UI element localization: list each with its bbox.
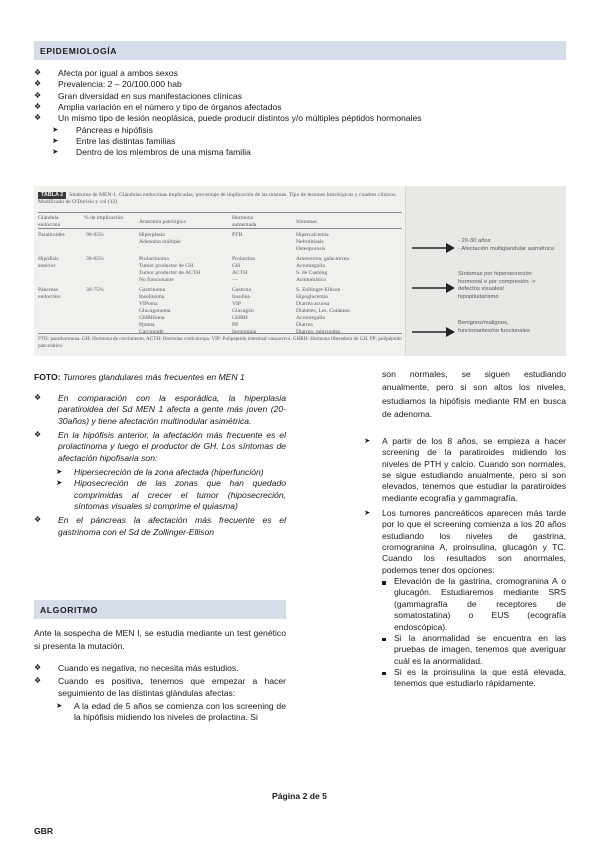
diamond-bullet-icon: ❖: [34, 515, 42, 525]
section-title: ALGORITMO: [40, 604, 98, 615]
table-rule: [38, 212, 402, 213]
square-list-item: Si la anormalidad se encuentra en las pruebas de imagen, tenemos que averiguar cuál es la anormalidad.: [342, 633, 566, 667]
list-item: ❖ Cuando es positiva, tenemos que empezar a hacer seguimiento de las distintas glándulas afectas:: [34, 676, 286, 698]
arrow-bullet-icon: ➤: [56, 467, 63, 477]
arrow-bullet-icon: ➤: [364, 436, 371, 445]
arrow-bullet-icon: ➤: [56, 478, 63, 488]
arrow-right-icon: [410, 242, 456, 254]
sub-list-item: ➤ A partir de los 8 años, se empieza a hacer screening de la paratiroides midiendo los niveles de PTH y calcio. Cuando son normales, se sigue estudiando anualmente, pero si son elevados, tenemos que estudiar la paratiroides mediante ecografía y gammagrafía.: [364, 436, 566, 503]
table-cell: Gastrina Insulina VIP Glucagón GHRH PP Serotonina: [232, 287, 257, 335]
sub-list-item: ➤ Hiposecreción de las zonas que han quedado comprimidas al crecer el tumor (hiposecreción, síntomas visuales si comprime el quiasma): [56, 478, 286, 512]
section-title: EPIDEMIOLOGÍA: [40, 45, 118, 56]
list-item: ❖ Prevalencia: 2 – 20/100.000 hab: [34, 79, 182, 90]
section-header-epidemiologia: [34, 41, 566, 60]
sub-list-item: ➤ A la edad de 5 años se comienza con los screening de la hipófisis midiendo los niveles de prolactina. Si: [56, 701, 286, 723]
table-photo: [34, 186, 566, 356]
list-item: ❖ Afecta por igual a ambos sexos: [34, 68, 178, 78]
diamond-bullet-icon: ❖: [34, 102, 42, 112]
square-bullet-icon: [382, 581, 386, 585]
table-cell: PTH: [232, 232, 243, 238]
epidemiologia-list: [34, 68, 566, 159]
diamond-bullet-icon: ❖: [34, 68, 42, 77]
page-number: Página 2 de 5: [272, 791, 327, 801]
table-cell: Paratiroides: [38, 232, 65, 238]
section-header-algoritmo: [34, 600, 286, 619]
list-item: ❖ Un mismo tipo de lesión neoplásica, puede producir distintos y/o múltiples péptidos hormonales: [34, 113, 422, 124]
algoritmo-intro: Ante la sospecha de MEN I, se estudia mediante un test genético si presenta la mutación.: [34, 628, 286, 652]
list-item: ❖ En la hipófisis anterior, la afectación más frecuente es el prolactinoma y luego el productor de GH. Los síntomas de afectación hipofisaria son:: [34, 430, 286, 463]
arrow-right-icon: [410, 282, 456, 294]
table-cell: 30-75%: [86, 287, 104, 293]
table-cell: Amenorrea, galactorrea Acromegalia S. de Cushing Asintomático: [296, 256, 349, 283]
caption-label: FOTO:: [34, 372, 61, 382]
table-footnote: PTH: parathormona. GH: Hormona de crecimiento. ACTH: Hormona corticotropa. VIP: Polipéptido intestinal vasoactivo. GHRH: Hormona liberadora de GH. PP: polipéptido pancreático.: [38, 336, 402, 349]
list-item: ❖ Amplia variación en el número y tipo de órganos afectados: [34, 102, 282, 113]
list-item: ❖ En el páncreas la afectación más frecuente es el gastrinoma con el Sd de Zollinger-Ellison: [34, 515, 286, 537]
left-italic-list: [34, 393, 286, 538]
table-cell: Páncreas endocrino: [38, 287, 61, 300]
sub-list-item: ➤ Los tumores pancreáticos aparecen más tarde por lo que el screening comienza a los 20 años estudiando los niveles de gastrina, cromogranina A, proinsulina, glucagón y TC. Cuando los resultados son anormales, podemos tener dos opciones:: [364, 508, 566, 575]
table-cell: 30-65%: [86, 256, 104, 262]
list-item: ❖ Gran diversidad en sus manifestaciones clínicas: [34, 90, 242, 101]
table-header: Glándula endocrina: [38, 215, 61, 228]
table-rule: [38, 228, 402, 229]
arrow-bullet-icon: ➤: [52, 124, 59, 134]
table-rule: [38, 333, 402, 334]
diamond-bullet-icon: ❖: [34, 430, 42, 440]
figure-caption: [34, 372, 245, 382]
list-item: ❖ Cuando es negativa, no necesita más estudios.: [34, 663, 239, 673]
sub-list-item: ➤ Dentro de los miembros de una misma familia: [52, 147, 251, 158]
arrow-bullet-icon: ➤: [52, 147, 59, 157]
sub-list-item: ➤ Hipersecreción de la zona afectada (hiperfunción): [56, 467, 264, 478]
table-cell: Gastrinoma Insulinoma VIPoma Glucagonoma GHRHoma Ppoma Carcinoide: [139, 287, 171, 335]
table-badge: TABLA 2: [38, 192, 66, 199]
table-cell: Hiperplasia Adenoma múltiple: [139, 232, 181, 245]
sub-list-item: ➤ Entre las distintas familias: [52, 136, 176, 147]
note-text: - 20-30 años - Afectación multiglandular asimétrica: [458, 238, 555, 252]
table-header: Hormona aumentada: [232, 215, 257, 228]
table-cell: Prolactinoma Tumor productor de GH Tumor productor de ACTH No funcionante: [139, 256, 201, 283]
table-header: % de implicación: [84, 215, 124, 221]
table-header: Anatomía patológica: [139, 219, 186, 225]
table-header: Síntomas: [296, 219, 317, 225]
men1-table: [34, 186, 406, 356]
diamond-bullet-icon: ❖: [34, 90, 42, 100]
diamond-bullet-icon: ❖: [34, 113, 42, 123]
arrow-bullet-icon: ➤: [364, 508, 371, 518]
caption-text: Tumores glandulares más frecuentes en MEN 1: [62, 372, 245, 382]
arrow-bullet-icon: ➤: [52, 136, 59, 146]
screening-continuation: son normales, se siguen estudiando anualmente, pero si son altos los niveles, estudiamos la hipófisis mediante RM en busca de adenoma.: [382, 369, 566, 420]
table-cell: Hipófisis anterior: [38, 256, 59, 269]
diamond-bullet-icon: ❖: [34, 79, 42, 89]
diamond-bullet-icon: ❖: [34, 393, 42, 402]
arrow-bullet-icon: ➤: [56, 701, 63, 711]
table-cell: Prolactina GH ACTH —: [232, 256, 255, 283]
note-text: Síntomas por hipersecreción hormonal o por compresión -> defectos visuales/ hipopituitarismo: [458, 271, 536, 300]
square-list-item: Elevación de la gastrina, cromogranina A o glucagón. Estudiaremos mediante SRS (gammagrafía de receptores de somatostatina) o EUS (ecografía endoscópica).: [342, 576, 566, 633]
list-item: ❖ En comparación con la esporádica, la hiperplasia paratiroidea del Sd MEN 1 afecta a gente más joven (20-30años) y tiene afectación multinodular asimétrica.: [34, 393, 286, 426]
diamond-bullet-icon: ❖: [34, 676, 42, 686]
table-caption: TABLA 2 Síndrome de MEN-1. Glándulas endocrinas implicadas, porcentaje de implicación de las mismas. Tipo de lesiones histológicas y cuadros clínicos. Modificado de O'Dorisio y col (12): [38, 192, 397, 206]
author-initials: GBR: [34, 826, 54, 836]
handwritten-notes: [406, 186, 566, 356]
table-cell: S. Zollinger-Ellison Hipoglucemia Diarrea acuosa Diabetes, Les. Cutáneas Acromegalia Diarrea Diarrea, rubicundez: [296, 287, 350, 335]
table-cell: Hipercalcemia Nefrolitiasis Osteoporosis: [296, 232, 329, 252]
algoritmo-list: [34, 663, 286, 724]
note-text: Benignos/malignos, funcionantes/no funcionales: [458, 320, 530, 334]
table-cell: 90-95%: [86, 232, 104, 238]
screening-list: [342, 436, 566, 690]
square-list-item: Si es la proinsulina la que está elevada, tenemos que estudiarlo rápidamente.: [342, 667, 566, 690]
square-bullet-icon: [382, 672, 386, 676]
square-bullet-icon: [382, 638, 386, 642]
arrow-right-icon: [410, 326, 456, 338]
sub-list-item: ➤ Páncreas e hipófisis: [52, 124, 153, 135]
diamond-bullet-icon: ❖: [34, 663, 42, 672]
